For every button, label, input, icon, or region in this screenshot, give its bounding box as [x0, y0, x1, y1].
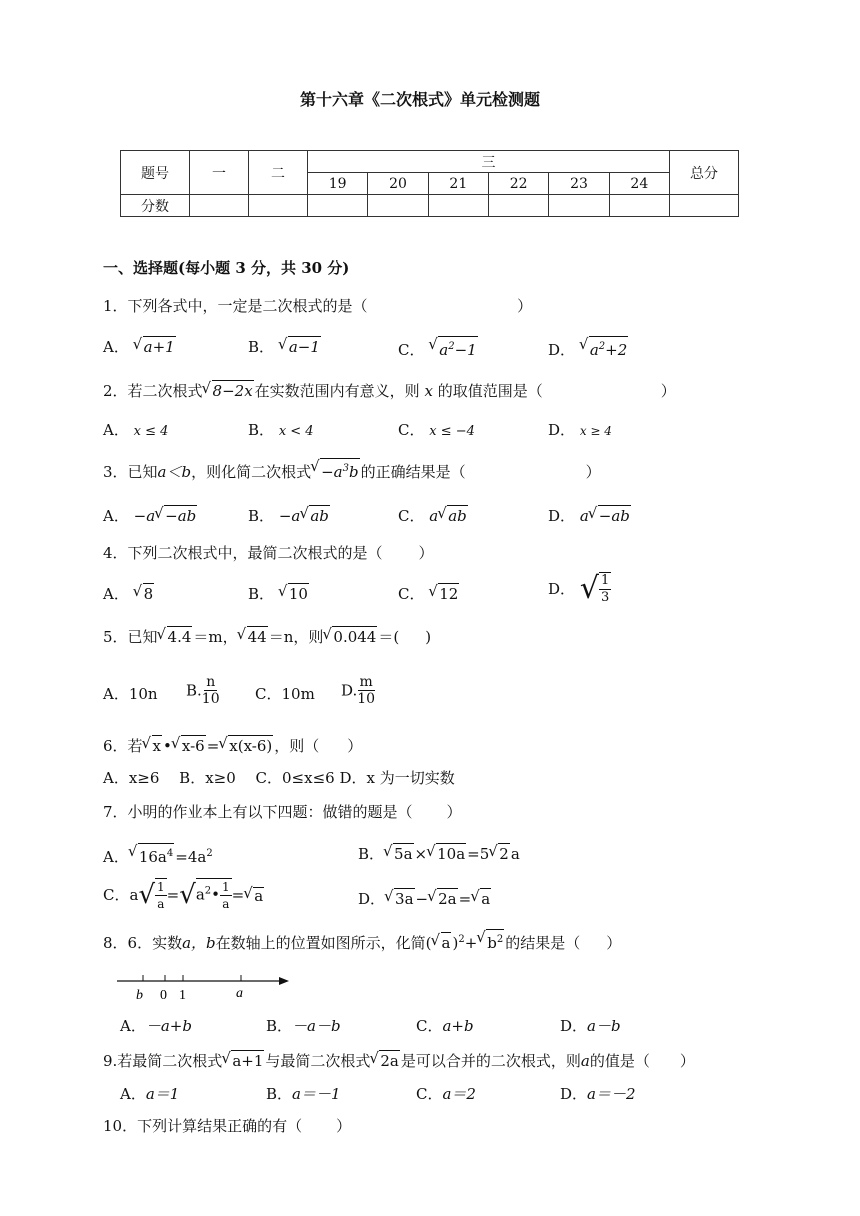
q4-option-c: C． √ 12: [398, 583, 460, 604]
q5-option-c: C．10m: [255, 685, 315, 703]
q7-option-b: B．√ 5a ×√ 10a =5√ 2 a: [358, 843, 520, 864]
table-col-23: 23: [549, 173, 609, 195]
table-header-question-no: 题号: [121, 151, 190, 195]
table-header-part-1: 一: [190, 151, 249, 195]
table-col-22: 22: [488, 173, 548, 195]
q1-close: ）: [517, 297, 533, 315]
q4-option-b: B． √ 10: [248, 583, 310, 604]
q3-option-b: B． −a√ ab: [248, 505, 331, 526]
q8-option-a: A．－a+b: [120, 1017, 192, 1035]
q7-option-d: D．√ 3a −√ 2a =√ a: [358, 888, 492, 909]
score-cell[interactable]: [488, 195, 548, 217]
score-cell[interactable]: [190, 195, 249, 217]
q5-option-a: A．10n: [103, 685, 158, 703]
q5-option-d: D. $\frac{m}{10}$: [341, 674, 376, 707]
q9-option-b: B．a＝－1: [266, 1085, 341, 1103]
number-line-arrow: [279, 977, 289, 985]
label-1: 1: [179, 988, 186, 1003]
q9-option-a: A．a＝1: [120, 1085, 180, 1103]
q4-option-d: D． √ $\frac{1}{3}$: [548, 571, 610, 606]
q7-option-c: C．a√ $\frac{1}{a}$ $=√a^2•$ $\frac{1}{a}$ =√ a: [103, 878, 265, 912]
q9-option-d: D．a＝－2: [560, 1085, 636, 1103]
q8-option-d: D．a－b: [560, 1017, 621, 1035]
table-header-part-3: 三: [308, 151, 670, 173]
q3-option-c: C． a√ ab: [398, 505, 469, 526]
table-col-20: 20: [368, 173, 428, 195]
page-title: 第十六章《二次根式》单元检测题: [300, 90, 541, 109]
table-col-21: 21: [428, 173, 488, 195]
q8-option-b: B．－a－b: [266, 1017, 341, 1035]
q6-options: A．x≥6 B．x≥0 C．0≤x≤6 D．x 为一切实数: [103, 769, 455, 787]
question-6: 6．若√ x •√ x-6 =√ x(x-6) ，则（ ）: [103, 735, 362, 756]
score-cell[interactable]: [549, 195, 609, 217]
q2-option-a: A． x ≤ 4: [103, 421, 169, 439]
score-cell[interactable]: [670, 195, 739, 217]
table-score-label: 分数: [121, 195, 190, 217]
score-cell[interactable]: [609, 195, 669, 217]
label-a: a: [236, 986, 243, 1001]
q3-option-d: D． a√ −ab: [548, 505, 632, 526]
question-2: 2．若二次根式√ 8−2x 在实数范围内有意义，则 x 的取值范围是（ ）: [103, 380, 676, 401]
q3-option-a: A． −a√ −ab: [103, 505, 198, 526]
score-cell[interactable]: [308, 195, 368, 217]
table-header-part-2: 二: [249, 151, 308, 195]
question-1: [103, 296, 532, 316]
number-line: [115, 970, 295, 1004]
question-5: 5．已知√ 4.4 ＝m，√ 44 ＝n，则√ 0.044 ＝( ): [103, 626, 431, 647]
q4-option-a: A． √ 8: [103, 583, 155, 604]
score-cell[interactable]: [428, 195, 488, 217]
question-9: 9.若最简二次根式√ a+1 与最简二次根式√ 2a 是可以合并的二次根式，则a的值是（ ）: [103, 1050, 695, 1071]
question-4: 4．下列二次根式中，最简二次根式的是（ ）: [103, 544, 434, 562]
q7-option-a: A．√ $16a^4 =4a^2$: [103, 843, 213, 867]
q8-option-c: C．a+b: [416, 1017, 474, 1035]
q1-option-a: A． √ a+1: [103, 336, 177, 357]
table-header-total: 总分: [670, 151, 739, 195]
table-col-24: 24: [609, 173, 669, 195]
question-3: 3．已知a＜b，则化简二次根式√ $-a^3b$ 的正确结果是（ ）: [103, 458, 601, 482]
table-col-19: 19: [308, 173, 368, 195]
q1-option-c: C． √ $a^2-1$: [398, 336, 479, 360]
q2-option-c: C． x ≤ −4: [398, 421, 475, 439]
q2-option-d: D． x ≥ 4: [548, 421, 612, 439]
label-b: b: [136, 988, 143, 1003]
question-10: 10．下列计算结果正确的有（ ）: [103, 1117, 352, 1135]
question-7: 7．小明的作业本上有以下四题：做错的题是（ ）: [103, 803, 462, 821]
q1-option-d: D． √ $a^2+2$: [548, 336, 629, 360]
question-8: 8．6．实数a，b在数轴上的位置如图所示，化简(√ a )$^2$+√ $b^2$ 的结果是（ ）: [103, 929, 621, 953]
score-cell[interactable]: [249, 195, 308, 217]
score-table: [120, 150, 739, 217]
q1-option-b: B． √ a−1: [248, 336, 322, 357]
label-0: 0: [160, 988, 167, 1003]
q2-option-b: B． x < 4: [248, 421, 314, 439]
q5-option-b: B. $\frac{n}{10}$: [186, 674, 220, 707]
score-cell[interactable]: [368, 195, 428, 217]
q1-stem: 1．下列各式中，一定是二次根式的是（: [103, 297, 368, 315]
q9-option-c: C．a＝2: [416, 1085, 476, 1103]
section-heading: 一、选择题(每小题 3 分，共 30 分): [103, 259, 350, 277]
